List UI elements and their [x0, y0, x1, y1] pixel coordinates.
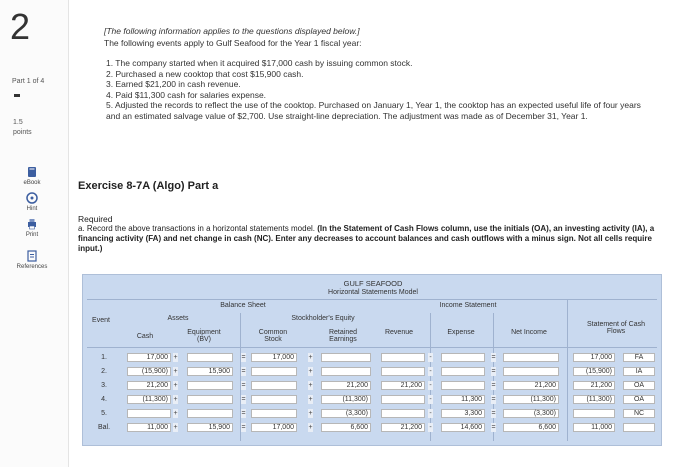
separator-line [567, 299, 568, 441]
event-label: 4. [101, 396, 107, 403]
required-text: a. Record the above transactions in a horizontal statements model. [78, 224, 316, 233]
operator-sign: - [429, 354, 432, 361]
horizontal-statements-table [82, 274, 662, 446]
retained-earnings-input[interactable] [321, 353, 371, 362]
expense-input[interactable]: 11,300 [441, 395, 485, 404]
operator-sign: = [491, 382, 496, 389]
col-net-income: Net Income [511, 329, 547, 336]
retained-earnings-input[interactable]: (3,300) [321, 409, 371, 418]
cash-input[interactable]: 11,000 [127, 423, 171, 432]
common-stock-input[interactable] [251, 381, 297, 390]
operator-sign: = [491, 368, 496, 375]
event-label: Bal. [97, 424, 111, 431]
cash-flow-input[interactable]: 17,000 [573, 353, 615, 362]
separator-line [240, 313, 241, 441]
assets-heading: Assets [167, 315, 189, 322]
col-cash: Cash [136, 333, 154, 340]
equipment-input[interactable] [187, 395, 233, 404]
cash-input[interactable]: (15,900) [127, 367, 171, 376]
operator-sign: + [308, 368, 313, 375]
col-statement-cash-flows: Statement of Cash Flows [587, 321, 645, 335]
operator-sign: = [491, 410, 496, 417]
separator-line [430, 313, 431, 441]
divider [87, 347, 657, 348]
part-indicator: Part 1 of 4 [12, 78, 45, 85]
cash-flow-class-input[interactable] [623, 423, 655, 432]
points-display [13, 118, 32, 138]
company-name: GULF SEAFOOD [343, 279, 403, 288]
equipment-input[interactable] [187, 353, 233, 362]
operator-sign: + [308, 382, 313, 389]
ebook-button[interactable] [4, 166, 60, 186]
revenue-input[interactable] [381, 409, 425, 418]
cash-flow-input[interactable] [573, 409, 615, 418]
ebook-label: eBook [23, 180, 41, 186]
cash-flow-class-input[interactable]: OA [623, 395, 655, 404]
common-stock-input[interactable]: 17,000 [251, 353, 297, 362]
operator-sign: + [173, 424, 178, 431]
equipment-input[interactable]: 15,900 [187, 423, 233, 432]
event-label: 5. [101, 410, 107, 417]
event-label: 3. [101, 382, 107, 389]
retained-earnings-input[interactable]: 6,600 [321, 423, 371, 432]
operator-sign: + [173, 382, 178, 389]
col-expense: Expense [447, 329, 475, 336]
required-instructions [78, 224, 658, 254]
operator-sign: = [241, 424, 246, 431]
print-label: Print [25, 232, 39, 238]
net-income-input[interactable]: 21,200 [503, 381, 559, 390]
question-number: 2 [10, 6, 31, 47]
col-event: Event [92, 317, 110, 324]
hint-icon [26, 192, 38, 204]
info-note: [The following information applies to the questions displayed below.] [104, 26, 360, 36]
references-label: References [16, 264, 48, 270]
cash-flow-input[interactable]: 11,000 [573, 423, 615, 432]
expense-input[interactable] [441, 353, 485, 362]
cash-flow-class-input[interactable]: OA [623, 381, 655, 390]
points-label: points [13, 129, 32, 136]
revenue-input[interactable] [381, 353, 425, 362]
equipment-input[interactable] [187, 381, 233, 390]
event-list [106, 58, 646, 121]
revenue-input[interactable]: 21,200 [381, 381, 425, 390]
operator-sign: = [491, 354, 496, 361]
operator-sign: - [429, 368, 432, 375]
divider [87, 299, 657, 300]
event-item: 5. Adjusted the records to reflect the use of the cooktop. Purchased on January 1, Year 1, the cooktop has an expected useful life of four years and an estimated salvage value of $2,700. Use straight-line depreciation. The adjustment was made as of December 31, Year 1. [106, 100, 641, 121]
print-button[interactable] [4, 218, 60, 238]
equity-heading: Stockholder's Equity [291, 315, 355, 322]
retained-earnings-input[interactable] [321, 367, 371, 376]
common-stock-input[interactable] [251, 395, 297, 404]
net-income-input[interactable] [503, 353, 559, 362]
common-stock-input[interactable] [251, 409, 297, 418]
cash-flow-input[interactable]: 21,200 [573, 381, 615, 390]
operator-sign: + [173, 396, 178, 403]
net-income-input[interactable]: 6,600 [503, 423, 559, 432]
event-item: 1. The company started when it acquired $17,000 cash by issuing common stock. [106, 58, 413, 68]
book-icon [26, 166, 38, 178]
revenue-input[interactable]: 21,200 [381, 423, 425, 432]
operator-sign: = [241, 396, 246, 403]
references-button[interactable] [4, 250, 60, 270]
cash-input[interactable]: (11,300) [127, 395, 171, 404]
cash-flow-class-input[interactable]: NC [623, 409, 655, 418]
cash-input[interactable]: 17,000 [127, 353, 171, 362]
cash-flow-input[interactable]: (15,900) [573, 367, 615, 376]
event-label: 2. [101, 368, 107, 375]
operator-sign: - [429, 410, 432, 417]
equipment-input[interactable] [187, 409, 233, 418]
event-label: 1. [101, 354, 107, 361]
col-common-stock: Common Stock [258, 329, 288, 343]
net-income-input[interactable]: (11,300) [503, 395, 559, 404]
question-sidebar [0, 0, 69, 467]
info-lead: The following events apply to Gulf Seafood for the Year 1 fiscal year: [104, 38, 362, 48]
required-label: Required [78, 214, 113, 224]
col-revenue: Revenue [384, 329, 414, 336]
net-income-input[interactable]: (3,300) [503, 409, 559, 418]
event-item: 2. Purchased a new cooktop that cost $15,900 cash. [106, 68, 304, 79]
hint-label: Hint [26, 206, 38, 212]
col-retained-earnings: Retained Earnings [328, 329, 358, 343]
operator-sign: + [308, 354, 313, 361]
cash-input[interactable]: 21,200 [127, 381, 171, 390]
required-bold-text: (In the Statement of Cash Flows column, use the initials (OA), an investing activity (IA), a financing activity (FA) and net change in cash (NC). Enter any decreases to account balances and cash outflows with a minus sign. Not all cells require input.) [78, 224, 655, 253]
model-title: Horizontal Statements Model [328, 289, 418, 296]
separator-line [493, 313, 494, 441]
event-item: 3. Earned $21,200 in cash revenue. [106, 79, 241, 89]
cash-input[interactable] [127, 409, 171, 418]
common-stock-input[interactable]: 17,000 [251, 423, 297, 432]
part-progress-bar [14, 94, 20, 97]
references-icon [26, 250, 38, 262]
common-stock-input[interactable] [251, 367, 297, 376]
expense-input[interactable]: 14,600 [441, 423, 485, 432]
operator-sign: - [429, 424, 432, 431]
operator-sign: + [173, 368, 178, 375]
operator-sign: + [308, 410, 313, 417]
operator-sign: = [491, 396, 496, 403]
operator-sign: + [308, 424, 313, 431]
operator-sign: = [491, 424, 496, 431]
revenue-input[interactable] [381, 395, 425, 404]
equipment-input[interactable]: 15,900 [187, 367, 233, 376]
operator-sign: = [241, 354, 246, 361]
exercise-title: Exercise 8-7A (Algo) Part a [78, 180, 219, 192]
col-equipment: Equipment (BV) [187, 329, 221, 343]
operator-sign: = [241, 382, 246, 389]
net-income-input[interactable] [503, 367, 559, 376]
revenue-input[interactable] [381, 367, 425, 376]
event-item: 4. Paid $11,300 cash for salaries expense. [106, 89, 267, 100]
retained-earnings-input[interactable]: (11,300) [321, 395, 371, 404]
print-icon [26, 218, 38, 230]
retained-earnings-input[interactable]: 21,200 [321, 381, 371, 390]
operator-sign: = [241, 368, 246, 375]
expense-input[interactable] [441, 381, 485, 390]
income-statement-heading: Income Statement [439, 302, 497, 309]
operator-sign: + [173, 410, 178, 417]
operator-sign: - [429, 396, 432, 403]
expense-input[interactable] [441, 367, 485, 376]
points-value: 1.5 [13, 119, 23, 126]
cash-flow-class-input[interactable]: FA [623, 353, 655, 362]
operator-sign: + [173, 354, 178, 361]
balance-sheet-heading: Balance Sheet [220, 302, 266, 309]
operator-sign: = [241, 410, 246, 417]
expense-input[interactable]: 3,300 [441, 409, 485, 418]
hint-button[interactable] [4, 192, 60, 212]
cash-flow-input[interactable]: (11,300) [573, 395, 615, 404]
cash-flow-class-input[interactable]: IA [623, 367, 655, 376]
operator-sign: + [308, 396, 313, 403]
operator-sign: - [429, 382, 432, 389]
